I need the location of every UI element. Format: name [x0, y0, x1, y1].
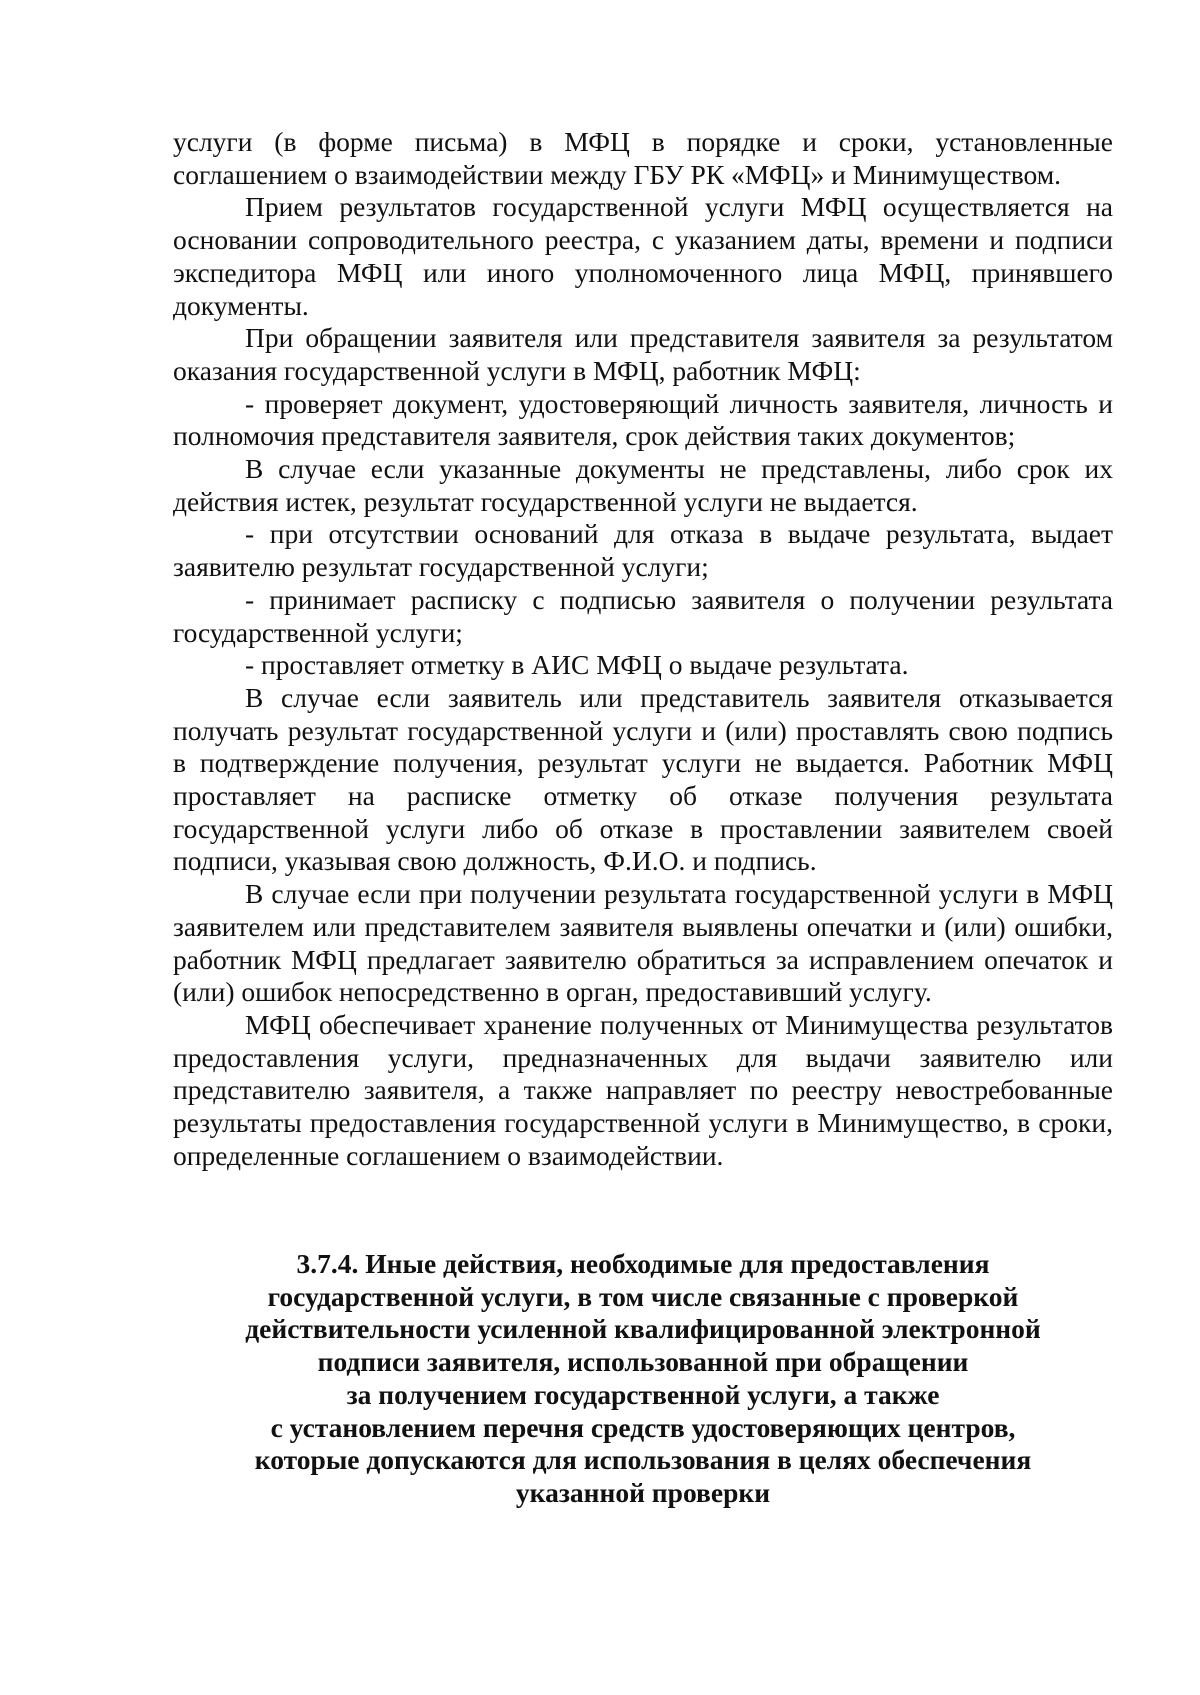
section-heading-3-7-4	[173, 1248, 1113, 1510]
paragraph-check-documents: - проверяет документ, удостоверяющий личность заявителя, личность и полномочия представителя заявителя, срок действия таких документов;	[173, 387, 1113, 452]
paragraph-ais-mark: - проставляет отметку в АИС МФЦ о выдаче результата.	[245, 649, 909, 681]
heading-line: подписи заявителя, использованной при обращении	[317, 1346, 969, 1378]
paragraph-storage: МФЦ обеспечивает хранение полученных от Минимущества результатов предоставления услуги, предназначенных для выдачи заявителю или представителю заявителя, а также направляет по реестру невостребованные результаты предоставления государственной услуги в Минимущество, в сроки, определенные соглашением о взаимодействии.	[173, 1008, 1113, 1171]
paragraph-applicant-request: При обращении заявителя или представителя заявителя за результатом оказания государственной услуги в МФЦ, работник МФЦ:	[173, 322, 1113, 386]
heading-line: 3.7.4. Иные действия, необходимые для предоставления	[296, 1248, 990, 1279]
paragraph-issue-result: - при отсутствии оснований для отказа в выдаче результата, выдает заявителю результат государственной услуги;	[173, 518, 1113, 583]
heading-line: за получением государственной услуги, а также	[346, 1378, 940, 1410]
paragraph-typos: В случае если при получении результата государственной услуги в МФЦ заявителем или представителем заявителя выявлены опечатки и (или) ошибки, работник МФЦ предлагает заявителю обратиться за исправлением опечаток и (или) ошибок непосредственно в орган, предоставивший услугу.	[173, 878, 1113, 1008]
heading-line: государственной услуги, в том числе связанные с проверкой	[267, 1280, 1019, 1312]
heading-line: которые допускаются для использования в целях обеспечения	[254, 1444, 1032, 1476]
paragraph-refusal: В случае если заявитель или представитель заявителя отказывается получать результат государственной услуги и (или) проставлять свою подпись в подтверждение получения, результат услуги не выдается. Работник МФЦ проставляет на расписке отметку об отказе получения результата государственной услуги либо об отказе в проставлении заявителем своей подписи, указывая свою должность, Ф.И.О. и подпись.	[173, 681, 1113, 877]
heading-line: с установлением перечня средств удостоверяющих центров,	[270, 1411, 1016, 1443]
paragraph-receipt: - принимает расписку с подписью заявителя о получении результата государственной услуги;	[173, 583, 1113, 648]
document-body	[173, 126, 1113, 1173]
paragraph-no-documents: В случае если указанные документы не представлены, либо срок их действия истек, результат государственной услуги не выдается.	[173, 453, 1113, 517]
paragraph-continuation: услуги (в форме письма) в МФЦ в порядке и сроки, установленные соглашением о взаимодействии между ГБУ РК «МФЦ» и Минимуществом.	[173, 126, 1113, 190]
heading-line: действительности усиленной квалифицированной электронной	[245, 1313, 1041, 1345]
paragraph-reception: Прием результатов государственной услуги МФЦ осуществляется на основании сопроводительного реестра, с указанием даты, времени и подписи экспедитора МФЦ или иного уполномоченного лица МФЦ, принявшего документы.	[173, 191, 1113, 321]
heading-line: указанной проверки	[515, 1476, 771, 1508]
